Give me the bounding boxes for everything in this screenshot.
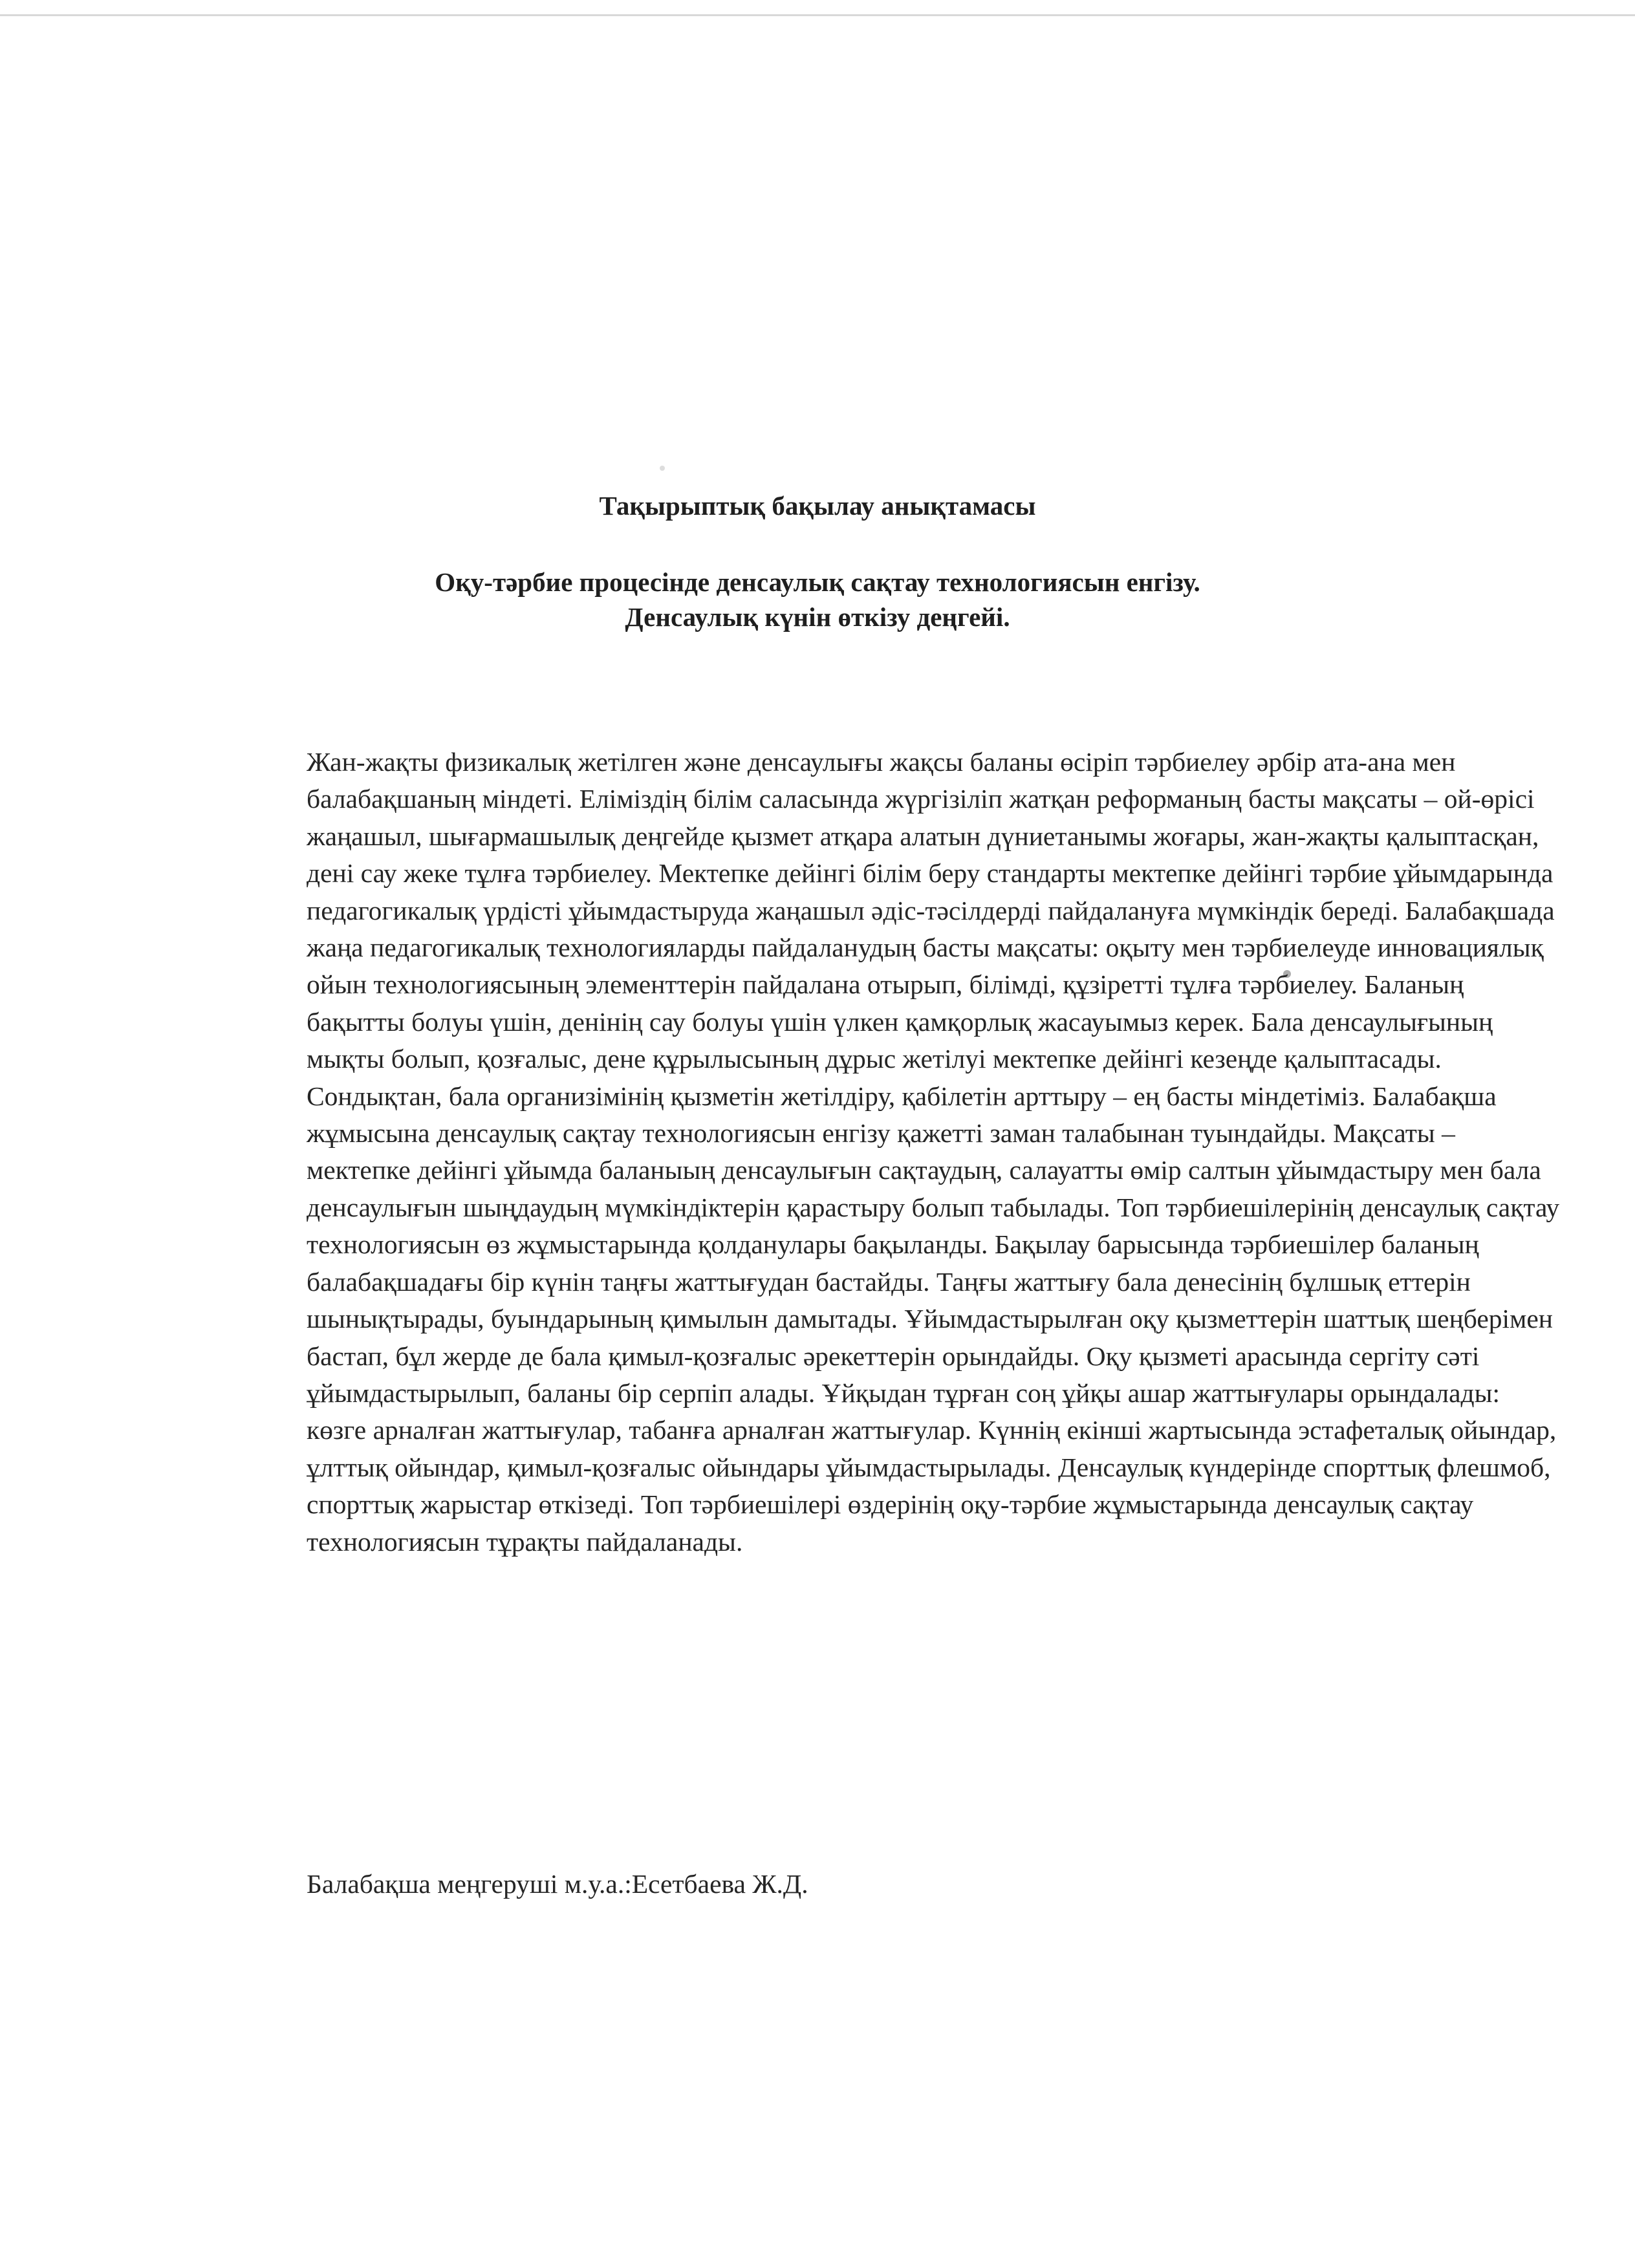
document-subtitle-line-2: Денсаулық күнін өткізу деңгейі. [625,602,1010,632]
document-subtitle-line-1: Оқу-тәрбие процесінде денсаулық сақтау технологиясын енгізу. [435,567,1200,597]
scan-speck [660,466,665,471]
document-title: Тақырыптық бақылау анықтамасы [599,491,1036,521]
document-body: Жан-жақты физикалық жетілген және денсаулығы жақсы баланы өсіріп тәрбиелеу әрбір ата-ана мен балабақшаның міндеті. Еліміздің білім саласында жүргізіліп жатқан реформаның басты мақсаты – ой-өрісі жаңашыл, шығармашылық деңгейде қызмет атқара алатын дүниетанымы жоғары, жан-жақты қалыптасқан, дені сау жеке тұлға тәрбиелеу. Мектепке дейінгі білім беру стандарты мектепке дейінгі тәрбие ұйымдарында педагогикалық үрдісті ұйымдастыруда жаңашыл әдіс-тәсілдерді пайдалануға мүмкіндік береді. Балабақшада жаңа педагогикалық технологияларды пайдаланудың басты мақсаты: оқыту мен тәрбиелеуде инновациялық ойын технологиясының элементтерін пайдалана отырып, білімді, құзіретті тұлға тәрбиелеу. Баланың бақытты болуы үшін, денінің сау болуы үшін үлкен қамқорлық жасауымыз керек. Бала денсаулығының мықты болып, қозғалыс, дене құрылысының дұрыс жетілуі мектепке дейінгі кезеңде қалыптасады. Сондықтан, бала организімінің қызметін жетілдіру, қабілетін арттыру – ең басты міндетіміз. Балабақша жұмысына денсаулық сақтау технологиясын енгізу қажетті заман талабынан туындайды. Мақсаты – мектепке дейінгі ұйымда баланыың денсаулығын сақтаудың, салауатты өмір салтын ұйымдастыру мен бала денсаулығын шыңдаудың мүмкіндіктерін қарастыру болып табылады. Топ тәрбиешілерінің денсаулық сақтау технологиясын өз жұмыстарында қолданулары бақыланды. Бақылау барысында тәрбиешілер баланың балабақшадағы бір күнін таңғы жаттығудан бастайды. Таңғы жаттығу бала денесінің бұлшық еттерін шынықтырады, буындарының қимылын дамытады. Ұйымдастырылған оқу қызметтерін шаттық шеңберімен бастап, бұл жерде де бала қимыл-қозғалыс әрекеттерін орындайды. Оқу қызметі арасында сергіту сәті ұйымдастырылып, баланы бір серпіп алады. Ұйқыдан тұрған соң ұйқы ашар жаттығулары орындалады: көзге арналған жаттығулар, табанға арналған жаттығулар. Күннің екінші жартысында эстафеталық ойындар, ұлттық ойындар, қимыл-қозғалыс ойындары ұйымдастырылады. Денсаулық күндерінде спорттық флешмоб, спорттық жарыстар өткізеді. Топ тәрбиешілері өздерінің оқу-тәрбие жұмыстарында денсаулық сақтау технологиясын тұрақты пайдаланады. [307,747,1560,1557]
signature-line: Балабақша меңгеруші м.у.а.:Есетбаева Ж.Д. [307,1869,808,1899]
